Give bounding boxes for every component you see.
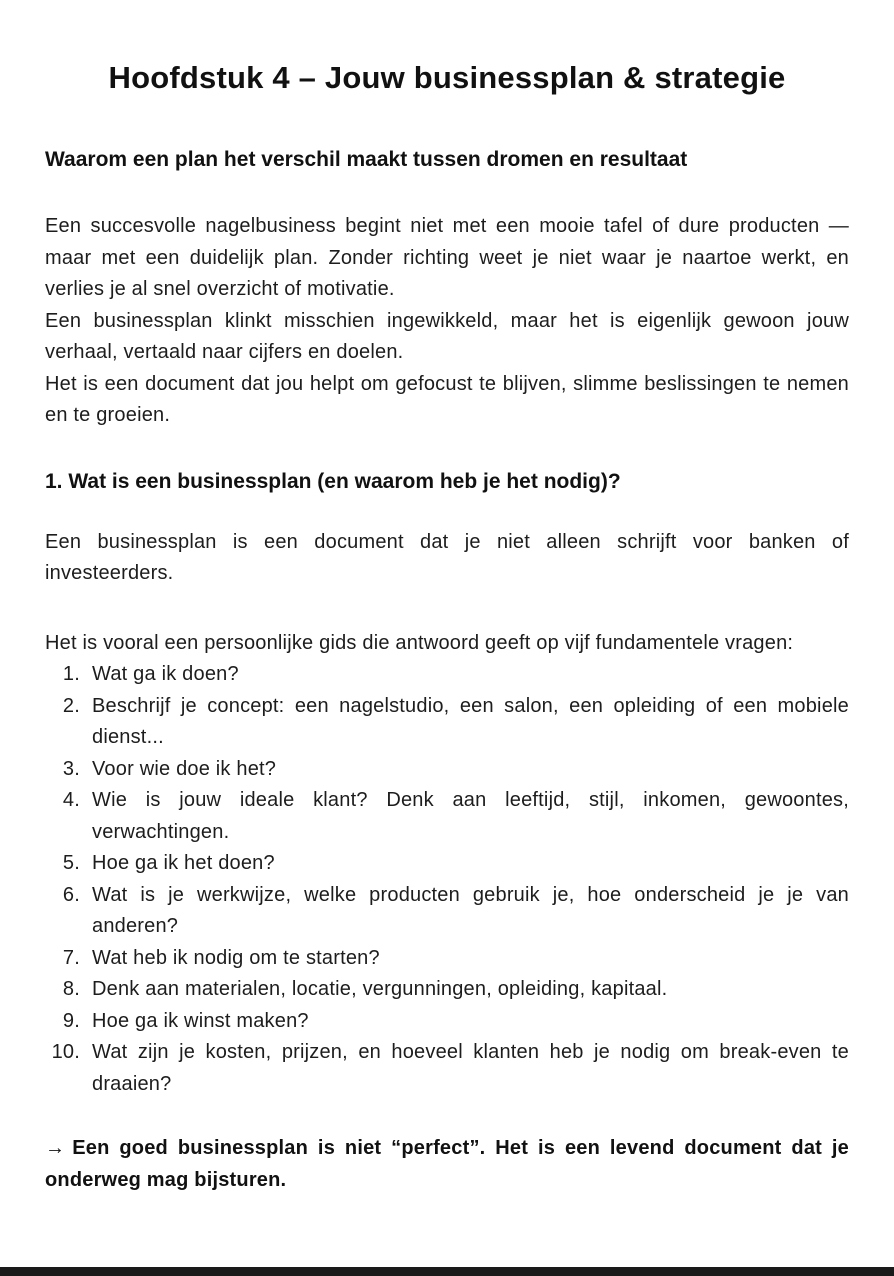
list-item xyxy=(45,1037,849,1100)
list-item xyxy=(45,691,849,754)
list-item xyxy=(45,659,849,691)
list-item xyxy=(45,880,849,943)
list-item-number: 2. xyxy=(62,694,80,717)
list-item-number: 7. xyxy=(62,946,80,969)
list-item xyxy=(45,974,849,1006)
list-item-text: Wat ga ik doen? xyxy=(92,663,239,685)
page-break-bar xyxy=(0,1267,894,1276)
list-item-number: 5. xyxy=(62,852,80,874)
list-item-text: Hoe ga ik winst maken? xyxy=(92,1009,309,1032)
list-item-text: Voor wie doe ik het? xyxy=(92,757,277,780)
list-item-text: Beschrijf je concept: een nagelstudio, een salon, een opleiding of een mobiele dienst... xyxy=(92,694,849,748)
list-item-text: Wie is jouw ideale klant? Denk aan leeftijd, stijl, inkomen, gewoontes, verwachtingen. xyxy=(92,789,849,843)
section-heading: 1. Wat is een businessplan (en waarom heb je het nodig)? xyxy=(45,469,621,493)
list-item-text: Hoe ga ik het doen? xyxy=(92,852,275,874)
numbered-list xyxy=(45,659,849,1100)
list-item-number: 1. xyxy=(62,663,80,685)
intro-heading: Waarom een plan het verschil maakt tussen dromen en resultaat xyxy=(45,148,688,171)
paragraph: Een businessplan klinkt misschien ingewikkeld, maar het is eigenlijk gewoon jouw verhaal, vertaald naar cijfers en doelen. xyxy=(45,309,849,363)
list-item-text: Wat heb ik nodig om te starten? xyxy=(92,946,380,969)
list-item-number: 8. xyxy=(62,978,80,1000)
list-item-number: 4. xyxy=(62,789,80,811)
intro-paragraphs xyxy=(45,211,849,432)
list-item-number: 9. xyxy=(62,1009,80,1032)
paragraph: Het is vooral een persoonlijke gids die antwoord geeft op vijf fundamentele vragen: xyxy=(45,631,794,654)
list-item-text: Wat is je werkwijze, welke producten gebruik je, hoe onderscheid je je van anderen? xyxy=(92,883,849,937)
page-title: Hoofdstuk 4 – Jouw businessplan & strategie xyxy=(108,60,786,95)
list-item-text: Wat zijn je kosten, prijzen, en hoeveel klanten heb je nodig om break-even te draaien? xyxy=(92,1041,849,1095)
paragraph: Een succesvolle nagelbusiness begint niet met een mooie tafel of dure producten — maar met een duidelijk plan. Zonder richting weet je niet waar je naartoe werkt, en verlies je al snel overzicht of motivatie. xyxy=(45,215,849,300)
list-item-text: Denk aan materialen, locatie, vergunningen, opleiding, kapitaal. xyxy=(92,978,668,1000)
paragraph: Een businessplan is een document dat je niet alleen schrijft voor banken of investeerders. xyxy=(45,530,849,584)
paragraph: Het is een document dat jou helpt om gefocust te blijven, slimme beslissingen te nemen en te groeien. xyxy=(45,372,849,426)
list-item xyxy=(45,754,849,786)
list-item-number: 6. xyxy=(62,883,80,906)
list-item xyxy=(45,1006,849,1038)
list-item xyxy=(45,785,849,848)
takeaway-text: Een goed businessplan is niet “perfect”. Het is een levend document dat je onderweg mag bijsturen. xyxy=(45,1137,849,1191)
list-item xyxy=(45,848,849,880)
takeaway-note xyxy=(45,1133,849,1196)
list-item-number: 10. xyxy=(51,1041,80,1063)
arrow-right-icon: → xyxy=(45,1137,66,1159)
list-item-number: 3. xyxy=(62,757,80,780)
list-item xyxy=(45,943,849,975)
